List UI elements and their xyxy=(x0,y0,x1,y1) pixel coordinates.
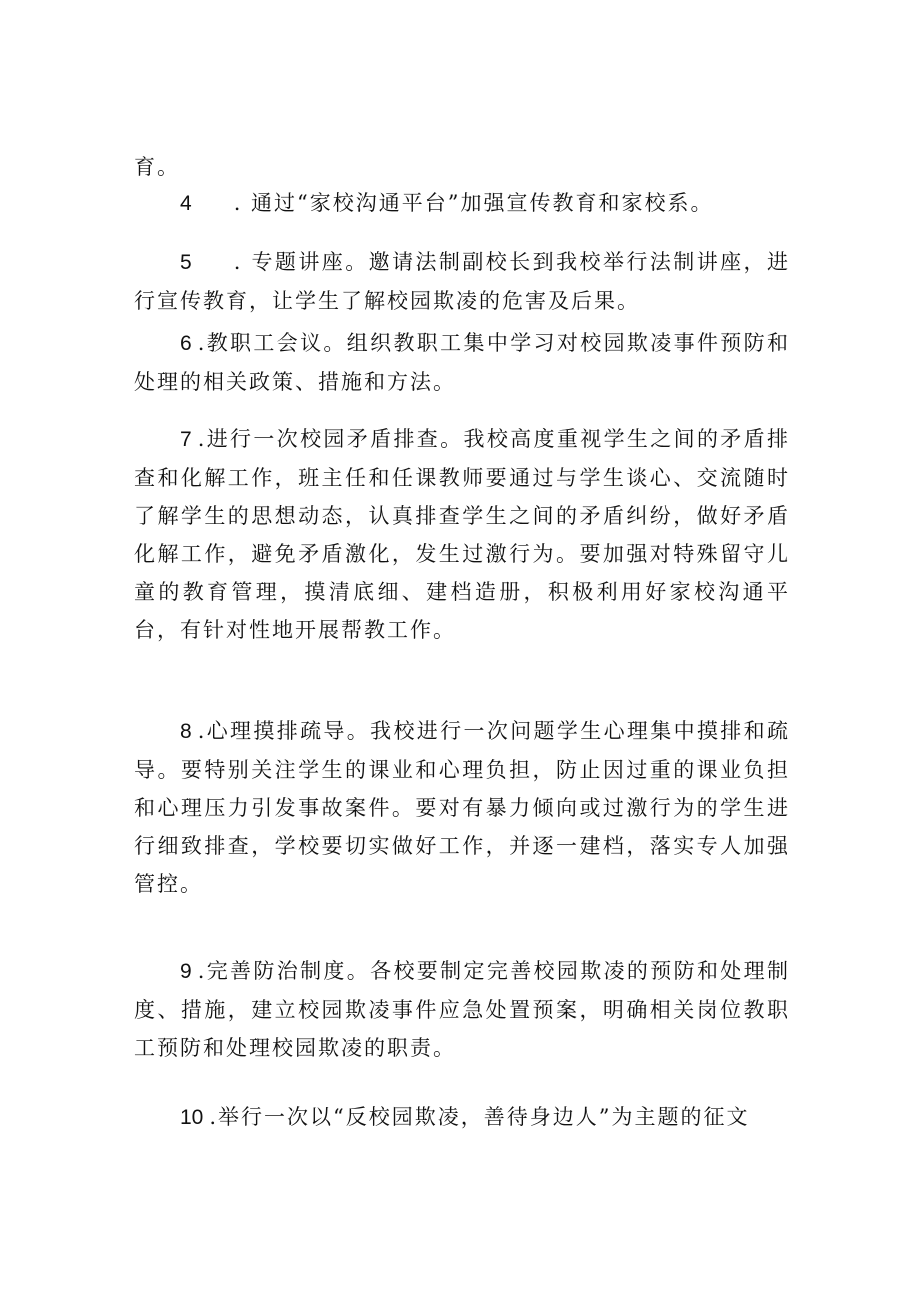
paragraph-text: .完善防治制度。各校要制定完善校园欺凌的预防和处理制度、措施，建立校园欺凌事件应急处置预案，明确相关岗位教职工预防和处理校园欺凌的职责。 xyxy=(134,959,790,1060)
item-number: 6 xyxy=(180,332,192,355)
paragraph-item-4 xyxy=(134,184,790,223)
paragraph-item-10 xyxy=(134,1098,790,1137)
paragraph-text: 育。 xyxy=(134,155,180,179)
paragraph-text: .举行一次以“反校园欺凌，善待身边人”为主题的征文 xyxy=(209,1105,750,1129)
item-number: 8 xyxy=(180,720,192,743)
paragraph-text: . 通过“家校沟通平台”加强宣传教育和家校系。 xyxy=(233,191,714,215)
item-number: 9 xyxy=(180,960,192,983)
paragraph-item-5 xyxy=(134,243,790,320)
paragraph-item-9 xyxy=(134,952,790,1067)
paragraph-text: . 专题讲座。邀请法制副校长到我校举行法制讲座，进行宣传教育，让学生了解校园欺凌的危害及后果。 xyxy=(134,250,790,313)
paragraph-text: .进行一次校园矛盾排查。我校高度重视学生之间的矛盾排查和化解工作，班主任和任课教师要通过与学生谈心、交流随时了解学生的思想动态，认真排查学生之间的矛盾纠纷，做好矛盾化解工作，避免矛盾激化，发生过激行为。要加强对特殊留守儿童的教育管理，摸清底细、建档造册，积极利用好家校沟通平台，有针对性地开展帮教工作。 xyxy=(134,427,790,642)
paragraph-item-8 xyxy=(134,712,790,903)
item-number: 5 xyxy=(180,251,192,274)
paragraph-item-7 xyxy=(134,420,790,649)
item-number: 10 xyxy=(180,1106,204,1129)
item-number: 7 xyxy=(180,428,192,451)
paragraph-text: .心理摸排疏导。我校进行一次问题学生心理集中摸排和疏导。要特别关注学生的课业和心理负担，防止因过重的课业负担和心理压力引发事故案件。要对有暴力倾向或过激行为的学生进行细致排查，学校要切实做好工作，并逐一建档，落实专人加强管控。 xyxy=(134,719,790,896)
item-number: 4 xyxy=(180,192,192,215)
paragraph-continuation xyxy=(134,148,790,186)
paragraph-item-6 xyxy=(134,324,790,401)
paragraph-text: .教职工会议。组织教职工集中学习对校园欺凌事件预防和处理的相关政策、措施和方法。 xyxy=(134,331,790,394)
